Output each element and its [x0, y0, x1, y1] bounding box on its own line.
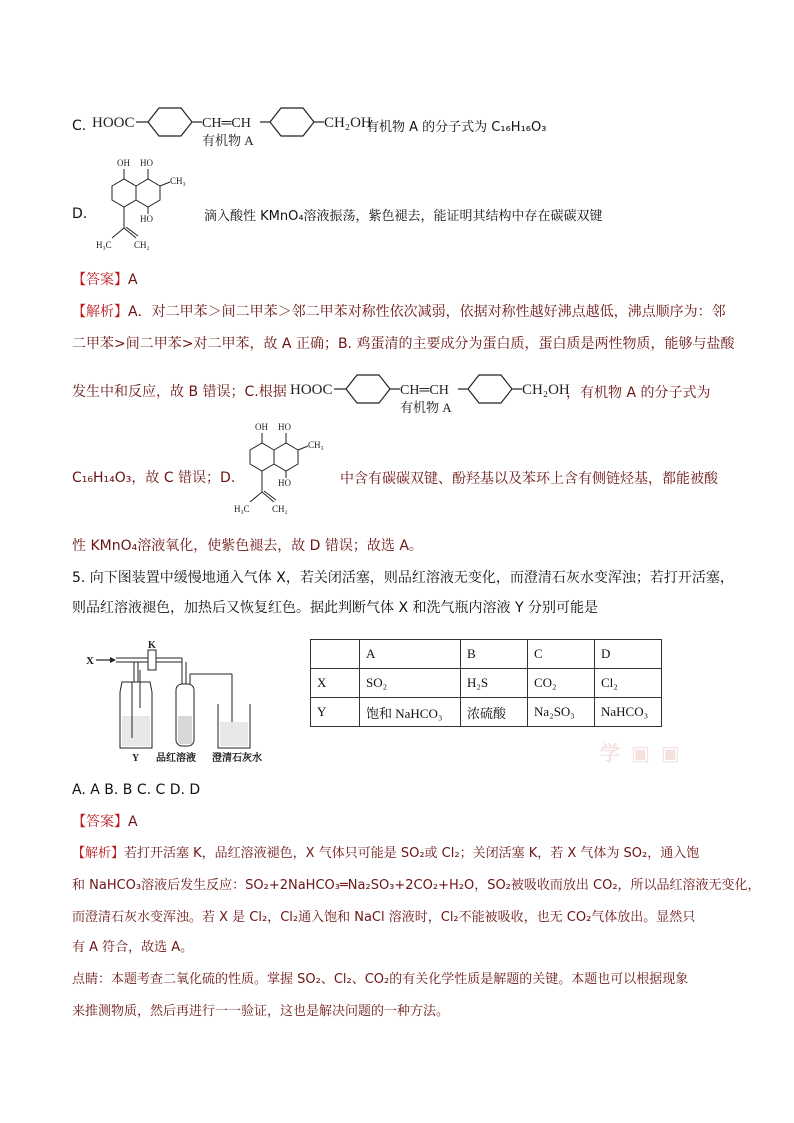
table-cell: 浓硫酸 — [461, 698, 528, 727]
q4-analysis-line-3a: 发生中和反应，故 B 错误；C.根据 — [72, 384, 287, 400]
q5-analysis-line-4: 有 A 符合，故选 A。 — [72, 940, 194, 955]
mol-d2-h3c: H₃C — [234, 504, 250, 514]
apparatus-bottle-y: Y — [132, 753, 140, 763]
mol-d-h3c: H₃C — [96, 240, 112, 250]
q5-answer — [72, 812, 138, 832]
table-cell: 饱和 NaHCO₃ — [360, 698, 461, 727]
q5-stem-line-1: 5. 向下图装置中缓慢地通入气体 X，若关闭活塞，则品红溶液无变化，而澄清石灰水变浑浊；若打开活塞， — [72, 570, 734, 586]
mol-ch2oh-2: CH₂OH — [522, 382, 570, 398]
option-d-label: D. — [72, 206, 88, 222]
table-cell: C — [528, 640, 595, 669]
table-row — [311, 669, 662, 698]
q4-answer-tag: 【答案】 — [72, 272, 128, 288]
q5-answer-value: A — [128, 814, 138, 830]
mol-d2-ho1: HO — [278, 422, 291, 432]
mol-d2-oh1: OH — [255, 422, 268, 432]
q4-analysis-line-3b: ，有机物 A 的分子式为 — [566, 385, 711, 401]
table-cell: Cl₂ — [595, 669, 662, 698]
watermark — [600, 738, 700, 774]
apparatus-diagram — [82, 638, 292, 763]
watermark-logo-icon — [600, 738, 700, 768]
q5-choices: A. A B. B C. C D. D — [72, 782, 201, 798]
mol-d-ch3: CH₃ — [170, 176, 186, 186]
q4-analysis-line-4b: 中含有碳碳双键、酚羟基以及苯环上含有侧链烃基，都能被酸 — [340, 471, 718, 487]
mol-hooc-2: HOOC — [290, 382, 333, 398]
apparatus-tube-limewater: 澄清石灰水 — [212, 753, 262, 763]
mol-ch2oh: CH₂OH — [324, 115, 372, 131]
apparatus-tube-pinhong: 品红溶液 — [156, 753, 196, 763]
q5-tip-line-2: 来推测物质，然后再进行一一验证，这也是解决问题的一种方法。 — [72, 1004, 450, 1019]
mol-d2-ho2: HO — [278, 478, 291, 488]
table-cell: B — [461, 640, 528, 669]
table-cell — [311, 640, 360, 669]
apparatus-valve-k: K — [148, 640, 156, 651]
mol-d-oh1: OH — [117, 158, 130, 168]
molecule-a-structure — [92, 100, 382, 150]
option-c-text: 有机物 A 的分子式为 C₁₆H₁₆O₃ — [366, 120, 547, 135]
table-cell: Y — [311, 698, 360, 727]
q5-options-table — [310, 639, 662, 727]
q5-analysis-line-3: 而澄清石灰水变浑浊。若 X 是 Cl₂，Cl₂通入饱和 NaCl 溶液时，Cl₂不能被吸收，也无 CO₂气体放出。显然只 — [72, 910, 696, 925]
q5-analysis-line-1 — [72, 844, 699, 864]
table-cell: NaHCO₃ — [595, 698, 662, 727]
mol-caption-2: 有机物 A — [400, 400, 452, 415]
mol-d-ho2: HO — [140, 214, 153, 224]
table-cell: CO₂ — [528, 669, 595, 698]
table-cell: Na₂SO₃ — [528, 698, 595, 727]
mol-hooc: HOOC — [92, 115, 135, 131]
mol-d-ho1: HO — [140, 158, 153, 168]
q5-stem-line-2: 则品红溶液褪色，加热后又恢复红色。据此判断气体 X 和洗气瓶内溶液 Y 分别可能是 — [72, 600, 598, 616]
table-cell: SO₂ — [360, 669, 461, 698]
q4-analysis-line-2: 二甲苯>间二甲苯>对二甲苯，故 A 正确；B. 鸡蛋清的主要成分为蛋白质，蛋白质是两性物质，能够与盐酸 — [72, 336, 735, 352]
q4-answer — [72, 270, 138, 290]
q4-analysis-line-4a: C₁₆H₁₄O₃，故 C 错误；D. — [72, 470, 236, 486]
q5-answer-tag: 【答案】 — [72, 814, 128, 830]
q4-analysis-tag: 【解析】 — [72, 304, 128, 320]
table-cell: X — [311, 669, 360, 698]
table-header-row — [311, 640, 662, 669]
mol-chch-2: CH═CH — [400, 383, 449, 398]
table-cell: H₂S — [461, 669, 528, 698]
svg-text:学 ▣ ▣: 学 ▣ ▣ — [600, 741, 682, 765]
apparatus-gas-x: X — [86, 655, 94, 667]
option-d-text: 滴入酸性 KMnO₄溶液振荡，紫色褪去，能证明其结构中存在碳碳双键 — [204, 209, 603, 224]
mol-caption: 有机物 A — [202, 133, 254, 148]
molecule-d-structure-analysis — [230, 420, 342, 524]
q5-analysis-line-2: 和 NaHCO₃溶液后发生反应：SO₂+2NaHCO₃═Na₂SO₃+2CO₂+H₂O，SO₂被吸收而放出 CO₂，所以品红溶液无变化， — [72, 878, 761, 893]
q5-tip-line-1: 点睛：本题考查二氧化硫的性质。掌握 SO₂、Cl₂、CO₂的有关化学性质是解题的关键。本题也可以根据现象 — [72, 972, 689, 987]
mol-d2-ch2: CH₂ — [272, 504, 288, 514]
q5-analysis-text-1: 若打开活塞 K，品红溶液褪色，X 气体只可能是 SO₂或 Cl₂；关闭活塞 K，若 X 气体为 SO₂，通入饱 — [124, 846, 700, 861]
mol-d2-ch3: CH₃ — [308, 440, 324, 450]
molecule-d-structure — [92, 156, 204, 260]
option-c-label: C. — [72, 118, 87, 134]
q4-analysis-text-1: A．对二甲苯＞间二甲苯＞邻二甲苯对称性依次减弱，依据对称性越好沸点越低，沸点顺序为：邻 — [128, 304, 726, 320]
table-row — [311, 698, 662, 727]
table-cell: D — [595, 640, 662, 669]
table-cell: A — [360, 640, 461, 669]
q4-answer-value: A — [128, 272, 138, 288]
q4-analysis-line-5: 性 KMnO₄溶液氧化，使紫色褪去，故 D 错误；故选 A。 — [72, 538, 423, 554]
q4-analysis-line-1 — [72, 302, 726, 322]
molecule-a-structure-analysis — [290, 367, 580, 417]
mol-chch: CH═CH — [202, 116, 251, 131]
mol-d-ch2: CH₂ — [134, 240, 150, 250]
q5-analysis-tag: 【解析】 — [72, 846, 125, 861]
